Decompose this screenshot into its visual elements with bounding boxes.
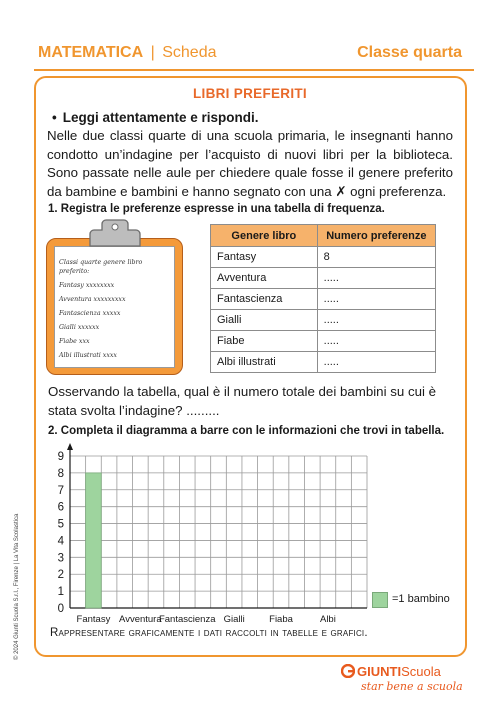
table-header-count: Numero preferenze (317, 225, 435, 247)
table-cell-count[interactable]: ..... (317, 268, 435, 289)
learning-goal: Rappresentare graficamente i dati raccolti in tabelle e grafici. (50, 627, 368, 639)
table-cell-count[interactable]: ..... (317, 289, 435, 310)
table-cell-genre: Gialli (211, 310, 318, 331)
frequency-table (210, 224, 436, 373)
legend-swatch (372, 592, 388, 608)
table-cell-count[interactable]: ..... (317, 331, 435, 352)
table-cell-count[interactable]: 8 (317, 247, 435, 268)
table-row (211, 352, 436, 373)
table-cell-genre: Albi illustrati (211, 352, 318, 373)
bar-fantasy (86, 473, 102, 608)
clipboard-note-line: Avventura xxxxxxxxx (59, 296, 126, 303)
clipboard-note-line: Fiabe xxx (59, 338, 90, 345)
giunti-logo-icon (341, 664, 355, 678)
clipboard-note-line: Fantasy xxxxxxxx (59, 282, 115, 289)
y-tick-label: 6 (57, 501, 64, 514)
y-tick-label: 0 (57, 603, 64, 615)
x-tick-label: Fantasy (76, 614, 111, 625)
copyright-note: © 2024 Giunti Scuola S.r.l., Firenze | La Vita Scolastica (14, 513, 20, 660)
table-cell-genre: Fantasy (211, 247, 318, 268)
clipboard-note-line: Gialli xxxxxx (59, 324, 100, 331)
table-header-row (211, 225, 436, 247)
clipboard-clamp-icon (86, 218, 144, 250)
instruction-text: Leggi attentamente e rispondi. (62, 110, 259, 125)
y-tick-label: 3 (57, 552, 64, 565)
clipboard-note-line: Albi illustrati xxxx (59, 352, 117, 359)
table-cell-count[interactable]: ..... (317, 352, 435, 373)
sheet-title: LIBRI PREFERITI (192, 86, 307, 101)
instruction (52, 110, 259, 125)
table-cell-genre: Fantascienza (211, 289, 318, 310)
clipboard-note-line: preferito: (59, 268, 90, 275)
table-row (211, 268, 436, 289)
header-kind: Scheda (162, 44, 217, 61)
x-tick-label: Fiaba (269, 614, 293, 625)
y-tick-label: 4 (57, 535, 64, 548)
header-divider (34, 69, 474, 71)
legend-label: =1 bambino (392, 593, 450, 605)
table-header-genre: Genere libro (211, 225, 318, 247)
table-row (211, 331, 436, 352)
x-tick-label: Gialli (223, 614, 245, 625)
clipboard-note-line: Fantascienza xxxxx (59, 310, 121, 317)
brand-name-a: GIUNTI (357, 664, 402, 679)
header-subject-block (38, 44, 217, 62)
y-tick-label: 7 (57, 484, 64, 497)
bullet-icon: • (52, 110, 57, 125)
table-cell-genre: Avventura (211, 268, 318, 289)
brand-name-b: Scuola (401, 664, 441, 679)
y-tick-label: 9 (57, 451, 64, 463)
y-tick-label: 2 (57, 569, 64, 582)
x-tick-label: Avventura (119, 614, 162, 625)
observation-question: Osservando la tabella, qual è il numero totale dei bambini su cui è stata svolta l’indagine? ......... (48, 384, 437, 418)
table-row (211, 310, 436, 331)
clipboard-note-line: Classi quarte genere libro (59, 259, 143, 266)
table-row (211, 247, 436, 268)
y-tick-label: 1 (57, 586, 64, 599)
bar-chart (40, 440, 370, 625)
header-grade: Classe quarta (357, 44, 462, 61)
publisher-brand (333, 664, 463, 698)
table-cell-count[interactable]: ..... (317, 310, 435, 331)
y-tick-label: 5 (57, 518, 64, 531)
x-tick-label: Fantascienza (158, 614, 216, 625)
page-header (38, 44, 462, 66)
header-subject: MATEMATICA (38, 44, 144, 61)
x-tick-label: Albi (319, 614, 336, 625)
table-cell-genre: Fiabe (211, 331, 318, 352)
table-row (211, 289, 436, 310)
header-separator: | (150, 44, 155, 61)
y-axis-arrow-icon (67, 443, 73, 450)
problem-paragraph: Nelle due classi quarte di una scuola primaria, le insegnanti hanno condotto un’indagine per l’acquisto di nuovi libri per la biblioteca. Sono passate nelle aule per chiedere quale fosse il genere preferito da bambine e bambini e hanno segnato con una ✗ ogni preferenza. (47, 128, 453, 199)
brand-name (357, 664, 441, 679)
question-2: 2. Completa il diagramma a barre con le informazioni che trovi in tabella. (48, 425, 445, 437)
brand-tagline: star bene a scuola (361, 680, 463, 693)
y-tick-label: 8 (57, 467, 64, 480)
question-1: 1. Registra le preferenze espresse in una tabella di frequenza. (48, 203, 385, 215)
